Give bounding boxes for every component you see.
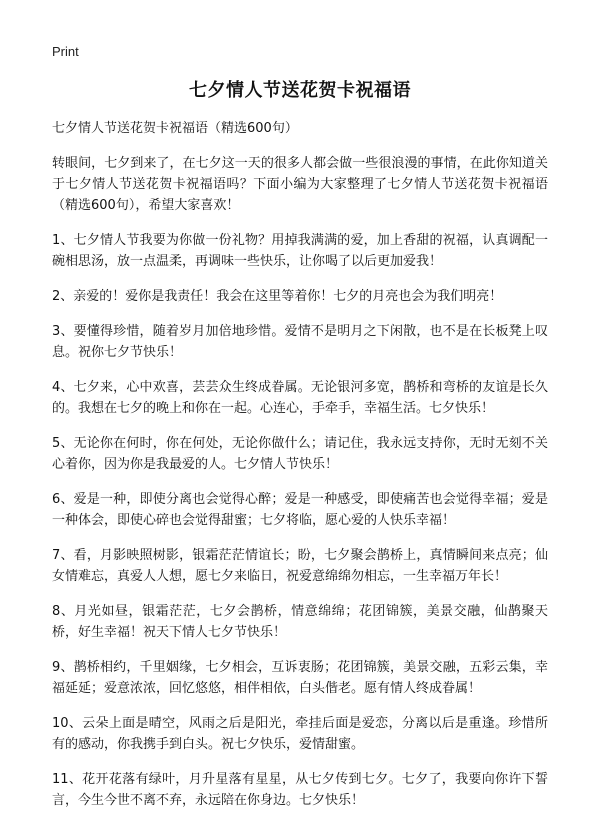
blessing-paragraph: 11、花开花落有绿叶，月升星落有星星，从七夕传到七夕。七夕了，我要向你许下誓言，今生今世不离不弃，永远陪在你身边。七夕快乐！ (52, 772, 548, 808)
blessing-paragraph: 2、亲爱的！爱你是我责任！我会在这里等着你！七夕的月亮也会为我们明亮！ (52, 289, 503, 304)
article-body (52, 118, 548, 825)
blessing-paragraph: 10、云朵上面是晴空，风雨之后是阳光，牵挂后面是爱恋，分离以后是重逢。珍惜所有的感动，你我携手到白头。祝七夕快乐，爱情甜蜜。 (52, 716, 548, 752)
blessing-paragraph: 9、鹊桥相约，千里姻缘，七夕相会，互诉衷肠；花团锦簇，美景交融，五彩云集，幸福延延；爱意浓浓，回忆悠悠，相伴相依，白头偕老。愿有情人终成眷属！ (52, 660, 548, 696)
blessing-paragraph: 1、七夕情人节我要为你做一份礼物？用掉我满满的爱，加上香甜的祝福，认真调配一碗相思汤，放一点温柔，再调味一些快乐，让你喝了以后更加爱我！ (52, 233, 548, 269)
article-subtitle: 七夕情人节送花贺卡祝福语（精选600句） (52, 121, 298, 136)
blessing-paragraph: 4、七夕来，心中欢喜，芸芸众生终成眷属。无论银河多宽，鹊桥和弯桥的友谊是长久的。我想在七夕的晚上和你在一起。心连心，手牵手，幸福生活。七夕快乐！ (52, 380, 548, 416)
blessing-paragraph: 5、无论你在何时，你在何处，无论你做什么；请记住，我永远支持你，无时无刻不关心着你，因为你是我最爱的人。七夕情人节快乐！ (52, 436, 548, 472)
blessing-paragraph: 7、看，月影映照树影，银霜茫茫情谊长；盼，七夕聚会鹊桥上，真情瞬间来点亮；仙女情难忘，真爱人人想，愿七夕来临日，祝爱意绵绵勿相忘，一生幸福万年长！ (52, 548, 548, 584)
page-title: 七夕情人节送花贺卡祝福语 (189, 80, 411, 101)
blessing-paragraph: 6、爱是一种，即使分离也会觉得心醉；爱是一种感受，即使痛苦也会觉得幸福；爱是一种体会，即使心碎也会觉得甜蜜；七夕将临，愿心爱的人快乐幸福！ (52, 492, 548, 528)
intro-paragraph: 转眼间，七夕到来了，在七夕这一天的很多人都会做一些很浪漫的事情，在此你知道关于七夕情人节送花贺卡祝福语吗？下面小编为大家整理了七夕情人节送花贺卡祝福语（精选600句），希望大家喜欢！ (52, 156, 548, 213)
print-link[interactable]: Print (52, 44, 79, 59)
blessing-paragraph: 8、月光如昼，银霜茫茫，七夕会鹊桥，情意绵绵；花团锦簇，美景交融，仙鹊聚天桥，好生幸福！祝天下情人七夕节快乐！ (52, 604, 548, 640)
blessing-paragraph: 3、要懂得珍惜，随着岁月加倍地珍惜。爱情不是明月之下闲散，也不是在长板凳上叹息。祝你七夕节快乐！ (52, 324, 548, 360)
